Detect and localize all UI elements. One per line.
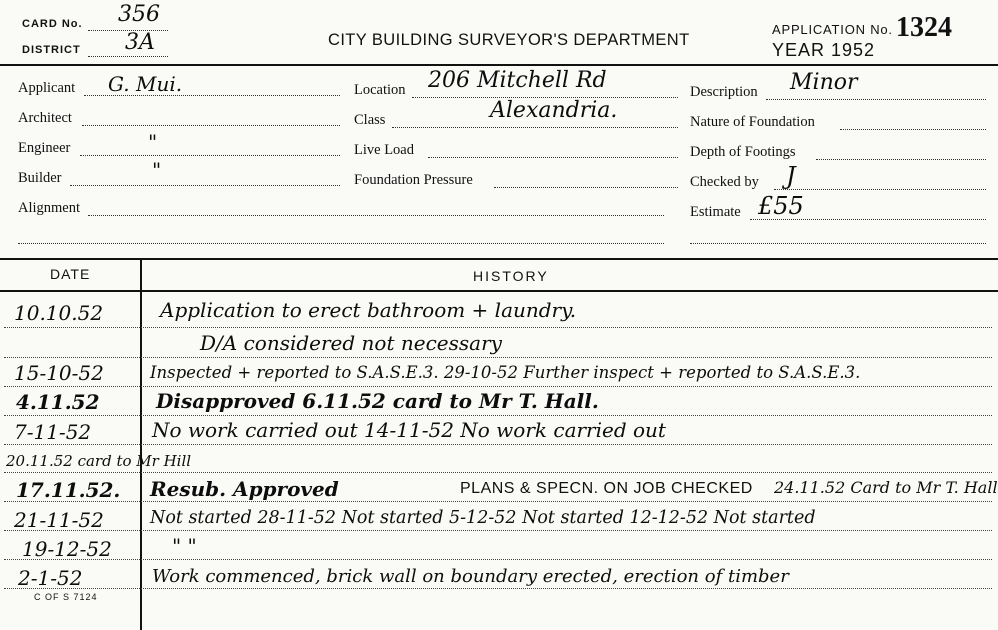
district-value: 3A (125, 30, 155, 55)
form-code: C OF S 7124 (34, 592, 98, 602)
date-header: DATE (50, 266, 91, 282)
history-row-text: Disapproved 6.11.52 card to Mr T. Hall. (156, 389, 599, 413)
row-line (4, 357, 992, 358)
applicant-value: G. Mui. (108, 72, 183, 96)
engineer-label: Engineer (18, 140, 71, 156)
engineer-value: " (148, 130, 158, 154)
description-line (766, 99, 986, 100)
row-line (4, 501, 992, 502)
history-row-date: 19-12-52 (22, 537, 112, 561)
alignment-line (88, 215, 664, 216)
nature-of-foundation-line (840, 129, 986, 130)
history-row-text: Work commenced, brick wall on boundary erected, erection of timber (152, 566, 789, 587)
application-number: 1324 (896, 12, 952, 43)
history-row-date: 20.11.52 card to Mr Hill (6, 452, 192, 470)
builder-value: " (152, 158, 162, 182)
card-no-value: 356 (118, 2, 160, 27)
history-row-text: " " (172, 534, 197, 558)
history-row-text: No work carried out 14-11-52 No work carried out (152, 418, 666, 442)
alignment-label: Alignment (18, 200, 81, 216)
row-line (4, 530, 992, 531)
row-line (4, 444, 992, 445)
history-row-date: 17.11.52. (16, 478, 121, 502)
architect-line (82, 125, 340, 126)
application-label: APPLICATION No. (772, 22, 893, 37)
history-header: HISTORY (473, 268, 549, 284)
depth-of-footings-label: Depth of Footings (690, 144, 796, 160)
row-line (4, 415, 992, 416)
estimate-label: Estimate (690, 204, 741, 220)
architect-label: Architect (18, 110, 72, 126)
estimate-value: £55 (758, 192, 804, 220)
history-row-date: 4.11.52 (16, 390, 100, 414)
nature-of-foundation-label: Nature of Foundation (690, 114, 815, 130)
builder-label: Builder (18, 170, 62, 186)
class-label: Class (354, 112, 386, 128)
header-rule (0, 64, 998, 66)
location-value: 206 Mitchell Rd (428, 68, 607, 93)
history-row-text: 24.11.52 Card to Mr T. Hall (774, 478, 998, 497)
live-load-line (428, 157, 678, 158)
engineer-line (80, 155, 340, 156)
history-row-text: Inspected + reported to S.A.S.E.3. 29-10-52 Further inspect + reported to S.A.S.E.3. (150, 363, 861, 382)
history-row-text: D/A considered not necessary (200, 331, 502, 355)
foundation-pressure-line (494, 187, 678, 188)
history-row-text: Not started 28-11-52 Not started 5-12-52 Not started 12-12-52 Not started (150, 508, 816, 528)
history-top-rule (0, 258, 998, 260)
department-title: CITY BUILDING SURVEYOR'S DEPARTMENT (328, 31, 690, 49)
district-line (88, 56, 168, 57)
checked-by-value: J (786, 162, 796, 190)
history-row-date: 2-1-52 (18, 566, 83, 590)
row-line (4, 386, 992, 387)
history-row-date: 7-11-52 (14, 420, 92, 444)
depth-of-footings-line (816, 159, 986, 160)
row-line (4, 327, 992, 328)
description-label: Description (690, 84, 758, 100)
class-value: Alexandria. (490, 98, 618, 123)
builder-line (70, 185, 340, 186)
history-row-date: 10.10.52 (14, 301, 104, 325)
plans-checked-stamp: PLANS & SPECN. ON JOB CHECKED (460, 480, 753, 497)
district-label: DISTRICT (22, 44, 81, 56)
class-line (392, 127, 678, 128)
history-row-text: Resub. Approved (150, 477, 339, 501)
row-line (4, 472, 992, 473)
blank-line-right (690, 243, 986, 244)
history-row-date: 21-11-52 (14, 508, 104, 532)
history-row-text: Application to erect bathroom + laundry. (160, 298, 577, 322)
location-label: Location (354, 82, 406, 98)
description-value: Minor (790, 70, 858, 95)
history-header-rule (0, 290, 998, 292)
checked-by-label: Checked by (690, 174, 759, 190)
year-label: YEAR 1952 (772, 40, 876, 60)
card-no-label: CARD No. (22, 18, 83, 30)
applicant-label: Applicant (18, 80, 76, 96)
blank-line (18, 243, 664, 244)
checked-by-line (774, 189, 986, 190)
row-line (4, 588, 992, 589)
foundation-pressure-label: Foundation Pressure (354, 172, 473, 188)
live-load-label: Live Load (354, 142, 414, 158)
row-line (4, 559, 992, 560)
history-row-date: 15-10-52 (14, 361, 104, 385)
